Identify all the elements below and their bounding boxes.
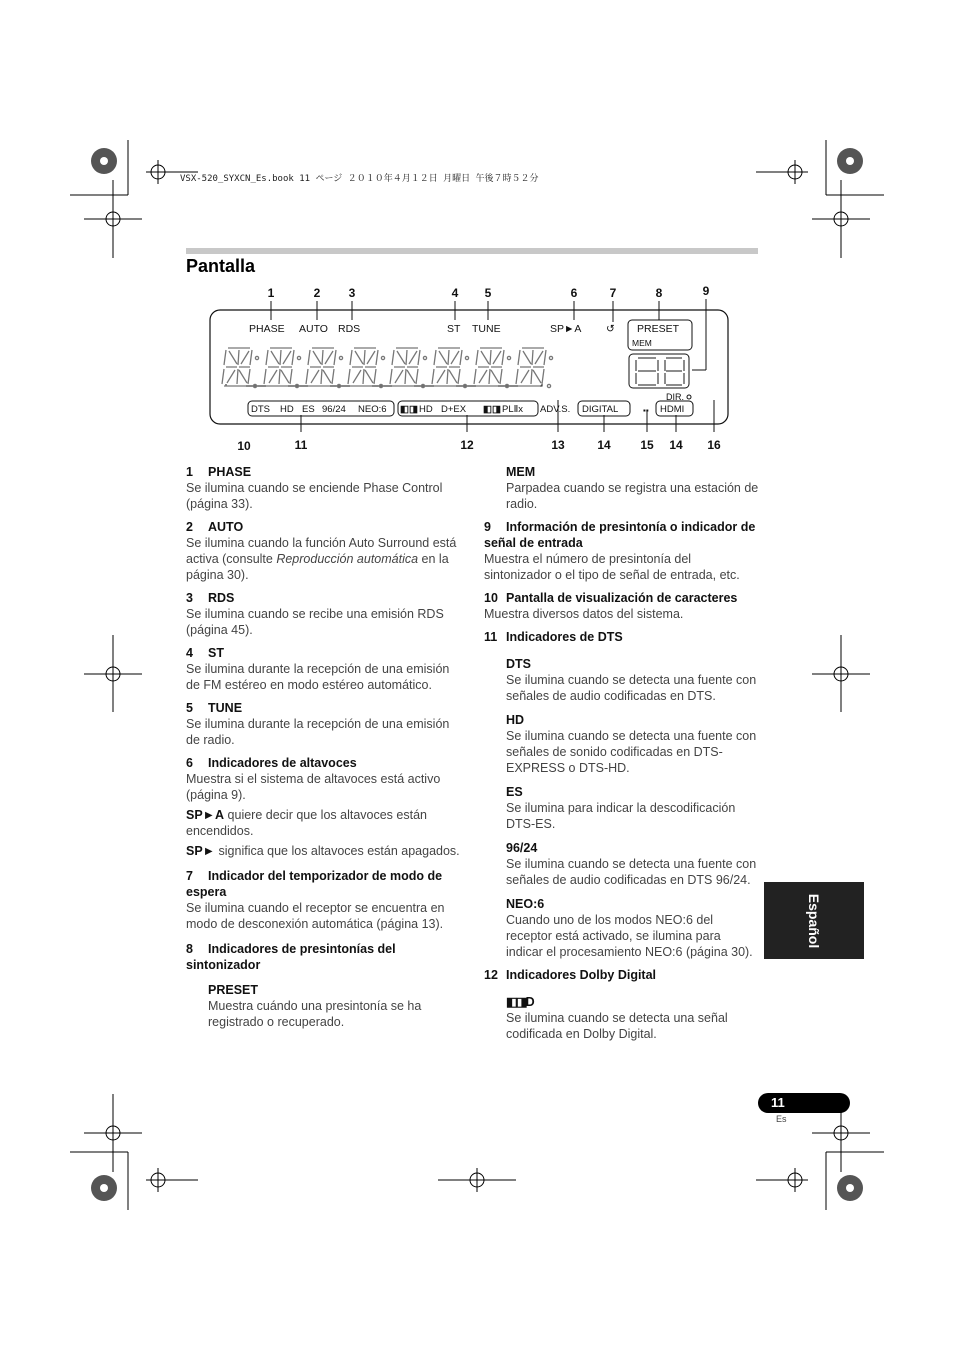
dir-indicator: DIR. [666, 392, 684, 402]
callout-13: 13 [551, 438, 565, 452]
character-segment-cell [264, 348, 294, 386]
dolby-d-icon: ◧◨ [400, 404, 418, 415]
file-header: VSX-520_SYXCN_Es.book 11 ページ ２０１０年４月１２日 月曜日 午後７時５２分 [180, 174, 539, 184]
dolby-hd-indicator: HD [419, 404, 433, 415]
speaker-indicator: SP►A [550, 323, 582, 335]
callout-16: 16 [707, 438, 721, 452]
auto-indicator: AUTO [299, 323, 328, 335]
dts-hd-indicator: HD [280, 404, 294, 415]
advs-indicator: ADV.S. [540, 404, 571, 415]
character-segment-cell [474, 348, 504, 386]
callout-1: 1 [267, 286, 275, 300]
page-title: Pantalla [186, 256, 256, 276]
colon-dot [549, 356, 552, 359]
character-segment-cell [306, 348, 336, 386]
st-indicator: ST [447, 323, 461, 335]
preset-indicator: PRESET [637, 323, 680, 335]
page-language: Es [776, 1114, 787, 1124]
left-column: 1 PHASE Se ilumina cuando se enciende Phase Control (página 33). 2 AUTO Se ilumina cuando la función Auto Surround está activa (consulte Reproducción automática en la página 30). 3 RDS Se ilumina cuando se recibe una emisión RDS (página 45). 4 ST Se ilumina durante la recepción de una emisión de FM estéreo en modo estéreo automático. 5 TUNE Se ilumina durante la recepción de una emisión de radio. 6 Indicadores de altavoces Muestra si el sistema de altavoces está activo (página 9). SP►A quiere decir que los altavoces están encendidos. SP► significa que los altavoces están apagados. 7 Indicador del temporizador de modo de espera Se ilumina cuando el receptor se encuentra en modo de desconexión automática (página 13). 8 Indicadores de presintonías del sintonizador PRESET Muestra cuándo una presintonía se ha registrado o recuperado. [186, 465, 460, 1029]
page-number-badge: 11 [758, 1093, 850, 1113]
es-indicator: ES [302, 404, 315, 415]
dolby-icon: ◧◨ [506, 995, 526, 1009]
dolby-pl-icon: ◧◨ [483, 404, 501, 415]
digital-indicator: DIGITAL [582, 404, 619, 415]
callout-12: 12 [460, 438, 474, 452]
character-segment-cell [222, 348, 252, 386]
colon-dot [381, 356, 384, 359]
colon-dot [339, 356, 342, 359]
character-segment-cell [348, 348, 378, 386]
colon-dot [255, 356, 258, 359]
9624-indicator: 96/24 [322, 404, 346, 415]
input-indicator-icon: ▪▪ [643, 406, 649, 415]
callout-11: 11 [294, 438, 308, 452]
right-column: MEM Parpadea cuando se registra una estación de radio. 9 Información de presintonía o indicador de señal de entrada Muestra el número de presintonía del sintonizador o el tipo de señal de entrada, etc. 10 Pantalla de visualización de caracteres Muestra diversos datos del sistema. 11 Indicadores de DTS DTS Se ilumina cuando se detecta una fuente con señales de audio codificadas en DTS. HD Se ilumina cuando se detecta una fuente con señales de sonido codificadas en DTS-EXPRESS o DTS-HD. ES Se ilumina para indicar la descodificación DTS-ES. 96/24 Se ilumina cuando se detecta una fuente con señales de audio codificadas en DTS 96/24. NEO:6 Cuando uno de los modos NEO:6 del receptor está activado, se ilumina para indicar el procesamiento NEO:6 (página 30). 12 Indicadores Dolby Digital ◧◨D Se ilumina cuando se detecta una señal codificada en Dolby Digital. [484, 465, 759, 1041]
mem-indicator: MEM [632, 338, 652, 348]
character-segment-cell [390, 348, 420, 386]
period-dot [547, 384, 550, 387]
callout-5: 5 [484, 286, 492, 300]
character-segment-cell [432, 348, 462, 386]
phase-indicator: PHASE [249, 323, 285, 335]
callout-14b: 14 [669, 438, 683, 452]
rds-indicator: RDS [338, 323, 361, 335]
colon-dot [297, 356, 300, 359]
callout-7: 7 [609, 286, 617, 300]
callout-4: 4 [451, 286, 459, 300]
callout-15: 15 [640, 438, 654, 452]
tune-indicator: TUNE [472, 323, 501, 335]
character-segment-cell [516, 348, 546, 386]
colon-dot [507, 356, 510, 359]
callout-3: 3 [348, 286, 356, 300]
callout-10: 10 [237, 439, 251, 453]
callout-14a: 14 [597, 438, 611, 452]
dts-indicator: DTS [251, 404, 270, 415]
colon-dot [423, 356, 426, 359]
hdmi-indicator: HDMI [660, 404, 685, 415]
sleep-indicator: ↺ [606, 323, 615, 335]
neo6-indicator: NEO:6 [358, 404, 387, 415]
language-tab: Español [764, 882, 864, 959]
callout-9: 9 [702, 284, 710, 298]
callout-2: 2 [313, 286, 321, 300]
front-panel-display-diagram [186, 282, 758, 458]
callout-6: 6 [570, 286, 578, 300]
title-bar [186, 248, 758, 254]
dex-indicator: D+EX [441, 404, 467, 415]
pl2x-indicator: PLⅡx [502, 404, 524, 415]
callout-8: 8 [655, 286, 663, 300]
colon-dot [465, 356, 468, 359]
